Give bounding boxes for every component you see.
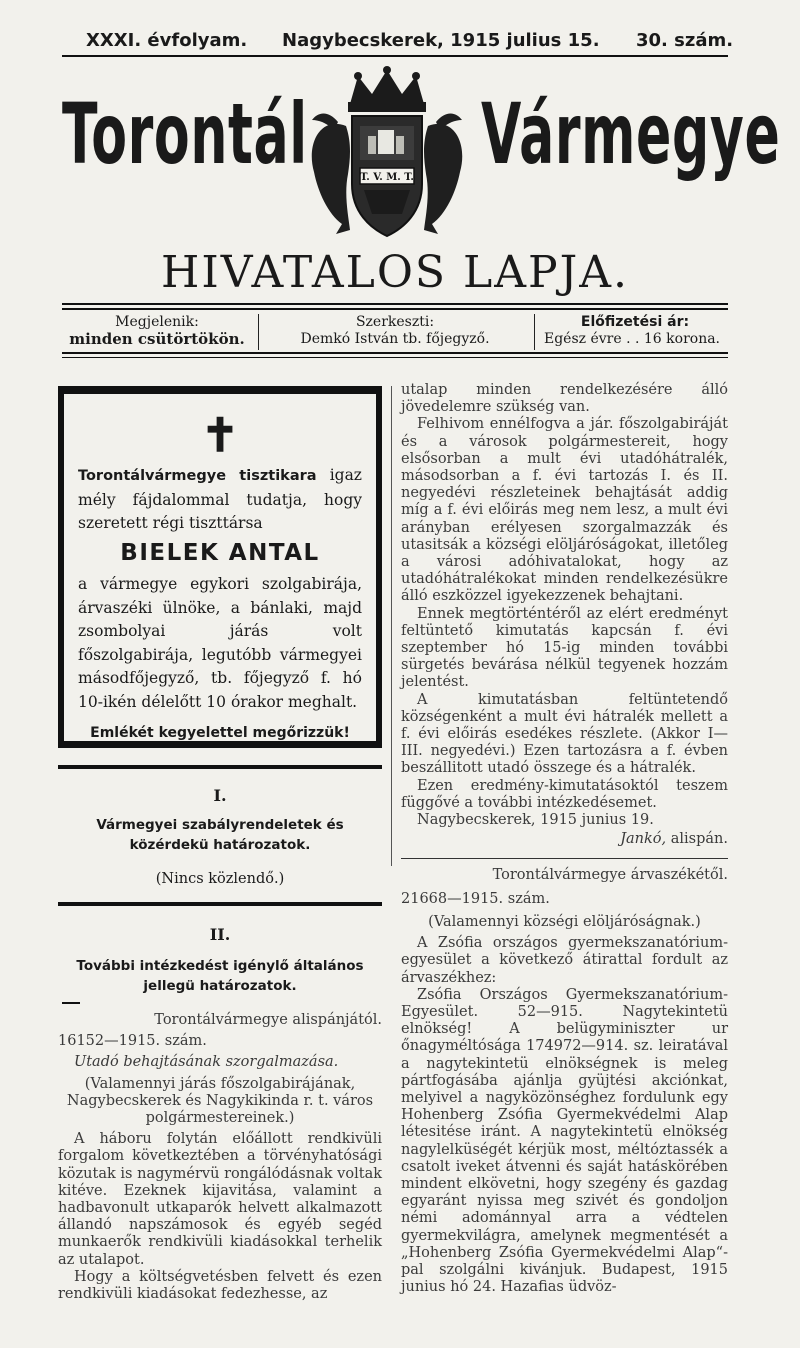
section-2-number: II. <box>209 925 231 944</box>
section-2-addressees: (Valamennyi járás főszolgabirájának, Nagybecskerek és Nagykikinda r. t. város polgármestereinek.) <box>66 1075 374 1127</box>
section-1 <box>58 786 382 887</box>
signature-name: Jankó, <box>620 831 667 848</box>
editor-value: Demkó István tb. főjegyző. <box>300 331 490 347</box>
right-addressees2: (Valamennyi községi elöljáróságnak.) <box>428 913 701 930</box>
section-2-para1: A háboru folytán előállott rendkivüli forgalom következtében a törvényhatósági közutak is nagymérvü rongálódásnak voltak kitéve. Ezeknek kijavitása, valamint a hadbavonult utkaparók helvett alkalmazott állandó napszámosok és egyéb segéd munkaerők rendkivüli kiadásokkal terhelik az utalapot. <box>58 1131 382 1268</box>
column-divider <box>391 386 392 866</box>
right-p4: Ezen eredmény-kimutatásoktól teszem függővé a további intézkedésemet. <box>401 777 728 811</box>
info-appears <box>62 314 252 349</box>
obituary-lead-rest: igaz mély fájdalommal tudatja, hogy szeretett régi tiszttársa <box>78 466 362 532</box>
volume-label: XXXI. évfolyam. <box>86 30 248 51</box>
right-p5: A Zsófia országos gyermekszanatórium-egyesület a következő átirattal fordult az árvaszékhez: <box>401 935 728 986</box>
title-left: Torontál <box>62 85 308 183</box>
right-rule <box>401 858 728 859</box>
subscription-value: Egész évre . . 16 korona. <box>544 331 721 347</box>
right-p6: Zsófia Országos Gyermekszanatórium-Egyesület. 52—915. Nagytekintetü elnökség! A belügyminiszter ur őnagyméltósága 174972—914. sz. leiratával a nagytekintetü elnökségnek is meleg pártfogásába ajánlja gyüjtési akciónkat, melyivel a nagyközönséghez fordulunk egy Hohenberg Zsófia Gyermekvédelmi Alap létesitése iránt. A nagytekintetü elnökség nagylelküségét kérjük most, méltóztassék a csatolt iveket átvenni és saját hatáskörében mindent elkövetni, hogy szegény és gazdag egyaránt nyissa meg szivét és gondoljon némi adománnyal arra a védtelen gyermekvilágra, amelynek megmentését a „Hohenberg Zsófia Gyermekvédelmi Alap“-pal szolgálni kivánjuk. Budapest, 1915 junius hó 24. Hazafias üdvöz- <box>401 986 728 1296</box>
section-1-number: I. <box>213 786 227 805</box>
info-rule-bottom-2 <box>62 357 728 358</box>
right-source2: Torontálvármegye árvaszékétől. <box>492 867 728 884</box>
right-ref2: 21668—1915. szám. <box>401 890 550 907</box>
section-2-title: További intézkedést igénylő általános jellegü határozatok. <box>76 958 364 994</box>
right-column <box>401 382 728 1296</box>
short-rule <box>62 1002 80 1004</box>
info-divider-2 <box>534 314 535 350</box>
right-cont: utalap minden rendelkezésére álló jövedelemre szükség van. <box>401 382 728 416</box>
obituary-name: BIELEK ANTAL <box>120 539 320 566</box>
obituary-closing: Emlékét kegyelettel megőrizzük! <box>90 725 350 741</box>
dateline: Nagybecskerek, 1915 julius 15. <box>282 30 600 51</box>
obituary-lead <box>78 464 362 536</box>
right-p3: A kimutatásban feltüntetendő községenként a mult évi hátralék mellett a f. évi előirás esedékes részlete. (Akkor I—III. negyedévi.) Ezen tartozásra a f. évben beszállitott utadó összege és a hátralék. <box>401 691 728 777</box>
editor-label: Szerkeszti: <box>355 314 435 330</box>
info-rule-top-2 <box>62 308 728 310</box>
signature-title: alispán. <box>670 831 728 848</box>
section-1-note: (Nincs közlendő.) <box>155 871 285 887</box>
section-2-source: Torontálvármegye alispánjától. <box>154 1012 382 1028</box>
right-place-date: Nagybecskerek, 1915 junius 19. <box>417 812 654 829</box>
obituary-lead-bold: Torontálvármegye tisztikara <box>78 468 317 484</box>
section-2-para2: Hogy a költségvetésben felvett és ezen rendkivüli kiadásokat fedezhesse, az <box>58 1268 382 1303</box>
section-2-body <box>58 1012 382 1303</box>
appears-label: Megjelenik: <box>115 314 199 330</box>
right-p2: Ennek megtörténtéről az elért eredményt feltüntető kimutatás kapcsán f. évi szeptember hó 15-ig minden további sürgetés bevárása nélkül tegyenek hozzám jelentést. <box>401 605 728 691</box>
obituary-box <box>58 386 382 748</box>
info-rule-top <box>62 303 728 305</box>
header-rule <box>62 55 728 57</box>
section-1-title: Vármegyei szabályrendeletek és közérdekü határozatok. <box>96 817 344 853</box>
cross-icon: ✝ <box>200 408 240 462</box>
title-right: Vármegye <box>481 85 781 183</box>
info-rule-bottom <box>62 352 728 354</box>
right-signature <box>401 831 728 848</box>
info-editor <box>266 314 524 348</box>
section-2 <box>58 925 382 996</box>
section-2-ref: 16152—1915. szám. <box>58 1033 207 1050</box>
section-rule-1 <box>58 765 382 769</box>
coat-of-arms-icon <box>298 64 476 244</box>
appears-value: minden csütörtökön. <box>69 330 245 348</box>
section-rule-2 <box>58 902 382 906</box>
info-divider-1 <box>258 314 259 350</box>
subscription-label: Előfizetési ár: <box>580 314 690 330</box>
right-p1: Felhivom ennélfogva a jár. főszolgabiráját és a városok polgármestereit, hogy elsősorban a mult évi utadóhátralék, másodsorban a f. évi tartozás I. és II. negyedévi részleteinek behajtását addig míg a f. évi előirás meg nem lesz, a mult évi arányban erélyesen szorgalmazzák és utasitsák a községi elöljáróságokat, illetőleg a városi adóhivatalokat, hogy az utadóhátralékokat minden rendelkezésükre álló eszközzel igyekezzenek behajtani. <box>401 416 728 605</box>
info-subscription <box>540 314 730 348</box>
issue-number: 30. szám. <box>636 30 734 51</box>
section-2-subject: Utadó behajtásának szorgalmazása. <box>74 1054 339 1071</box>
crest-label: T. V. M. T. <box>360 172 414 183</box>
subtitle: HIVATALOS LAPJA. <box>160 247 630 298</box>
obituary-body: a vármegye egykori szolgabirája, árvaszéki ülnöke, a bánlaki, majd zsombolyai járás volt főszolgabirája, legutóbb vármegyei másodfőjegyző, tb. főjegyző f. hó 10-ikén délelőtt 10 órakor meghalt. <box>78 575 362 711</box>
